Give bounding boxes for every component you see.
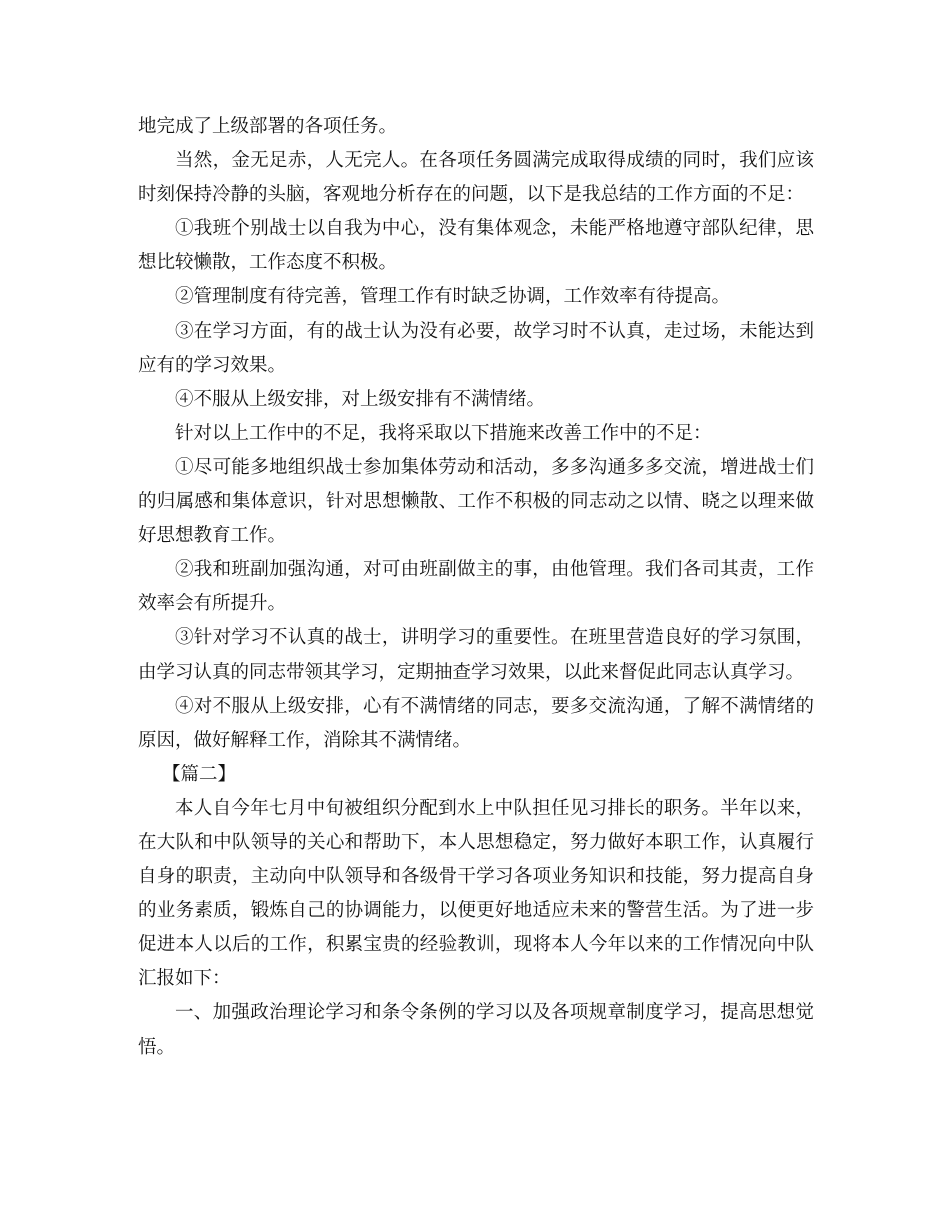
paragraph-measure-2: ②我和班副加强沟通，对可由班副做主的事，由他管理。我们各司其责，工作效率会有所提升。 — [138, 559, 814, 615]
paragraph-continuation: 地完成了上级部署的各项任务。 — [138, 116, 398, 137]
paragraph-point-1: 一、加强政治理论学习和条令条例的学习以及各项规章制度学习，提高思想觉悟。 — [138, 1002, 814, 1058]
paragraph-shortcoming-3: ③在学习方面，有的战士认为没有必要，故学习时不认真，走过场，未能达到应有的学习效果。 — [138, 320, 814, 376]
paragraph-measure-4: ④对不服从上级安排，心有不满情绪的同志，要多交流沟通，了解不满情绪的原因，做好解释工作，消除其不满情绪。 — [138, 695, 814, 751]
paragraph-measure-1: ①尽可能多地组织战士参加集体劳动和活动，多多沟通多多交流，增进战士们的归属感和集体意识，针对思想懒散、工作不积极的同志动之以情、晓之以理来做好思想教育工作。 — [138, 456, 814, 547]
paragraph-shortcoming-4: ④不服从上级安排，对上级安排有不满情绪。 — [175, 388, 546, 410]
paragraph-report-intro: 本人自今年七月中旬被组织分配到水上中队担任见习排长的职务。半年以来，在大队和中队领导的关心和帮助下，本人思想稳定，努力做好本职工作，认真履行自身的职责，主动向中队领导和各级骨干学习各项业务知识和技能，努力提高自身的业务素质，锻炼自己的协调能力，以便更好地适应未来的警营生活。为了进一步促进本人以后的工作，积累宝贵的经验教训，现将本人今年以来的工作情况向中队汇报如下： — [138, 797, 814, 990]
paragraph-measures-intro: 针对以上工作中的不足，我将采取以下措施来改善工作中的不足： — [175, 422, 712, 444]
paragraph-shortcoming-1: ①我班个别战士以自我为中心，没有集体观念，未能严格地遵守部队纪律，思想比较懒散，工作态度不积极。 — [138, 218, 814, 274]
paragraph-measure-3: ③针对学习不认真的战士，讲明学习的重要性。在班里营造良好的学习氛围，由学习认真的同志带领其学习，定期抽查学习效果，以此来督促此同志认真学习。 — [138, 627, 814, 683]
section-heading: 【篇二】 — [162, 763, 237, 785]
paragraph-shortcomings-intro: 当然，金无足赤，人无完人。在各项任务圆满完成取得成绩的同时，我们应该时刻保持冷静的头脑，客观地分析存在的问题，以下是我总结的工作方面的不足： — [138, 150, 814, 206]
paragraph-shortcoming-2: ②管理制度有待完善，管理工作有时缺乏协调，工作效率有待提高。 — [175, 286, 731, 308]
